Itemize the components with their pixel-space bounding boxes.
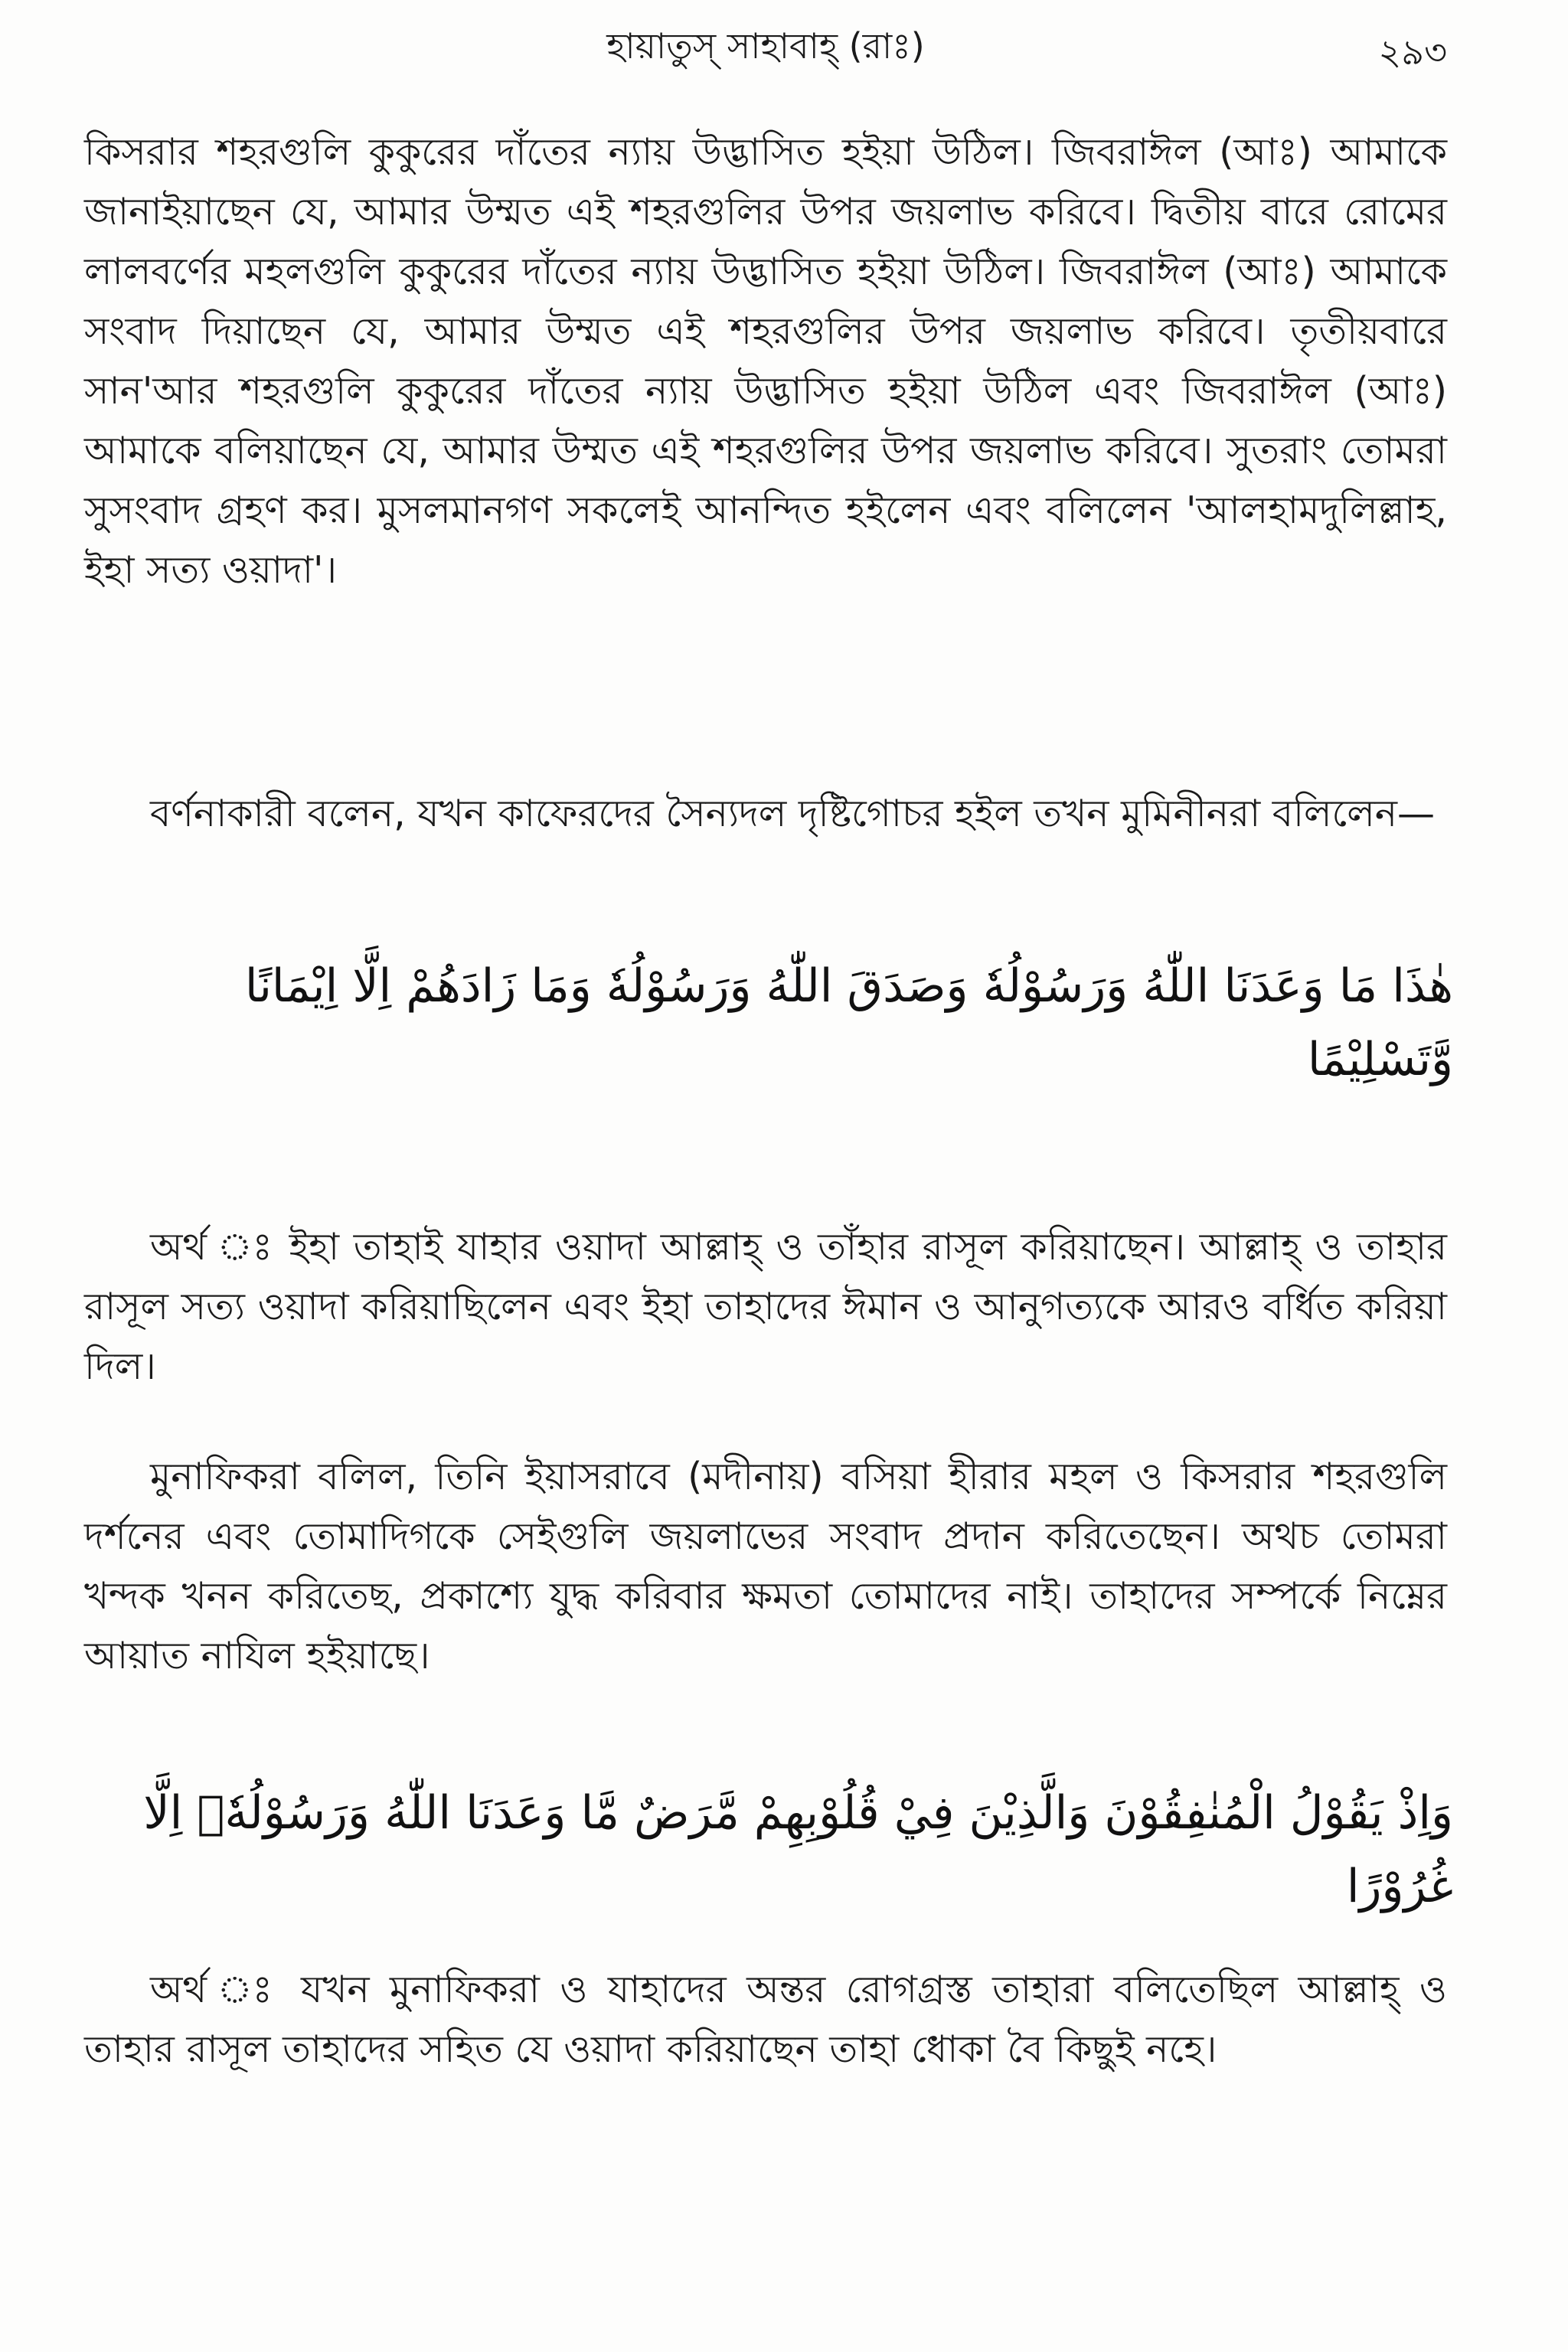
arabic-verse-1: هٰذَا مَا وَعَدَنَا اللّٰهُ وَرَسُوْلُهٗ وَصَدَقَ اللّٰهُ وَرَسُوْلُهٗ وَمَا زَادَهُمْ اِلَّا اِيْمَانًا وَّتَسْلِيْمًا — [244, 959, 1453, 1086]
running-title: হায়াতুস্ সাহাবাহ্ (রাঃ) — [606, 25, 925, 67]
paragraph-1: কিসরার শহরগুলি কুকুরের দাঁতের ন্যায় উদ্ভাসিত হইয়া উঠিল। জিবরাঈল (আঃ) আমাকে জানাইয়াছেন যে, আমার উম্মত এই শহরগুলির উপর জয়লাভ করিবে। দ্বিতীয় বারে রোমের লালবর্ণের মহলগুলি কুকুরের দাঁতের ন্যায় উদ্ভাসিত হইয়া উঠিল। জিবরাঈল (আঃ) আমাকে সংবাদ দিয়াছেন যে, আমার উম্মত এই শহরগুলির উপর জয়লাভ করিবে। তৃতীয়বারে সান'আর শহরগুলি কুকুরের দাঁতের ন্যায় উদ্ভাসিত হইয়া উঠিল এবং জিবরাঈল (আঃ) আমাকে বলিয়াছেন যে, আমার উম্মত এই শহরগুলির উপর জয়লাভ করিবে। সুতরাং তোমরা সুসংবাদ গ্রহণ কর। মুসলমানগণ সকলেই আনন্দিত হইলেন এবং বলিলেন 'আলহামদুলিল্লাহ, ইহা সত্য ওয়াদা'। — [84, 130, 1448, 592]
paragraph-5: অর্থ ঃ যখন মুনাফিকরা ও যাহাদের অন্তর রোগগ্রস্ত তাহারা বলিতেছিল আল্লাহ্ ও তাহার রাসূল তাহাদের সহিত যে ওয়াদা করিয়াছেন তাহা ধোকা বৈ কিছুই নহে। — [84, 1968, 1447, 2071]
page-number: ২৯৩ — [1378, 31, 1447, 73]
arabic-verse-2: وَاِذْ يَقُوْلُ الْمُنٰفِقُوْنَ وَالَّذِيْنَ فِيْ قُلُوْبِهِمْ مَّرَضٌ مَّا وَعَدَنَا اللّٰهُ وَرَسُوْلُهٗۤ اِلَّا غُرُوْرًا — [143, 1786, 1453, 1913]
paragraph-2: বর্ণনাকারী বলেন, যখন কাফেরদের সৈন্যদল দৃষ্টিগোচর হইল তখন মুমিনীনরা বলিলেন— — [150, 792, 1436, 835]
paragraph-4: মুনাফিকরা বলিল, তিনি ইয়াসরাবে (মদীনায়) বসিয়া হীরার মহল ও কিসরার শহরগুলি দর্শনের এবং তোমাদিগকে সেইগুলি জয়লাভের সংবাদ প্রদান করিতেছেন। অথচ তোমরা খন্দক খনন করিতেছ, প্রকাশ্যে যুদ্ধ করিবার ক্ষমতা তোমাদের নাই। তাহাদের সম্পর্কে নিম্নের আয়াত নাযিল হইয়াছে। — [84, 1455, 1447, 1677]
page-header — [84, 21, 1447, 75]
paragraph-3: অর্থ ঃ ইহা তাহাই যাহার ওয়াদা আল্লাহ্ ও তাঁহার রাসূল করিয়াছেন। আল্লাহ্ ও তাহার রাসূল সত্য ওয়াদা করিয়াছিলেন এবং ইহা তাহাদের ঈমান ও আনুগত্যকে আরও বর্ধিত করিয়া দিল। — [84, 1225, 1447, 1388]
